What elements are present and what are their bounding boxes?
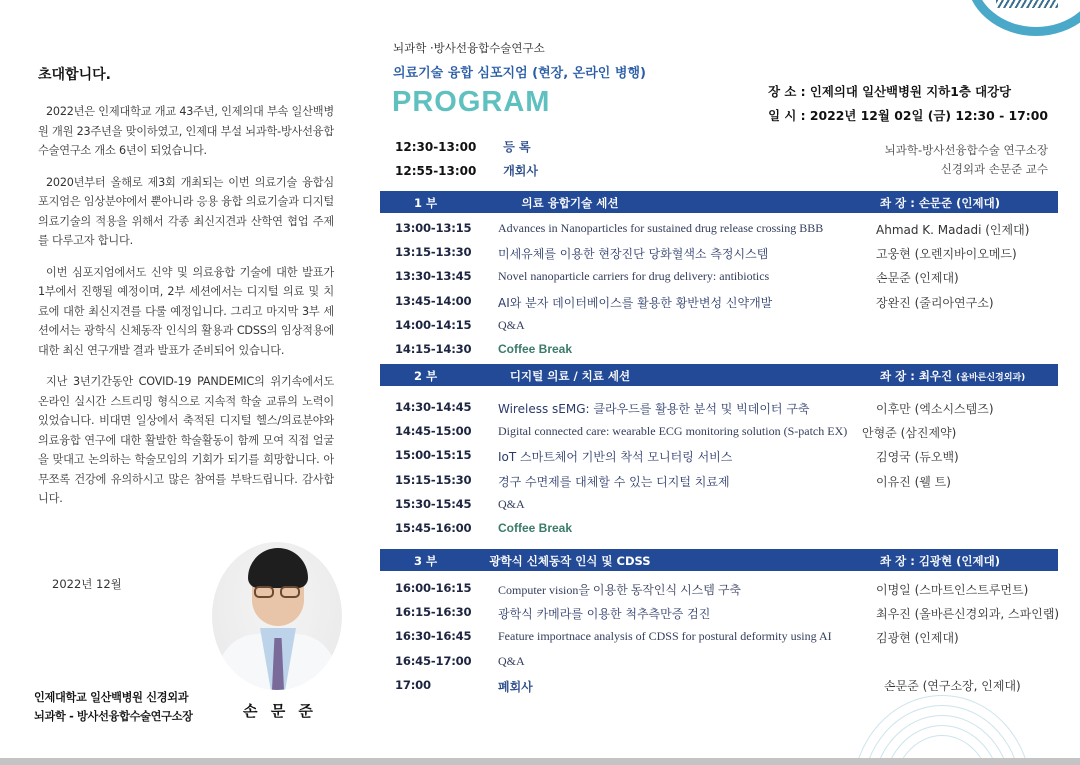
time: 16:30-16:45: [395, 629, 472, 644]
program-row: [395, 517, 1075, 541]
coffee-break: Coffee Break: [498, 520, 573, 535]
program-row: [395, 601, 1075, 625]
organization-name: 뇌과학 ·방사선융합수술연구소: [393, 41, 545, 55]
session-chair: 좌 장 : 최우진 (올바른신경외과): [880, 369, 1026, 383]
letter-paragraph: 지난 3년기간동안 COVID-19 PANDEMIC의 위기속에서도 온라인 실시간 스트리밍 형식으로 지속적 학술 교류의 노력이 있었습니다. 비대면 일상에서 축적된 디지털 헬스/의료분야와 의료융합 연구에 대한 활발한 학술활동이 함께 모여 직접 얼굴을 맞대고 논의하는 학술모임의 기회가 되기를 희망합니다. 아무쪼록 건강에 유의하시고 많은 참여를 부탁드립니다. 감사합니다.: [38, 375, 334, 505]
speaker: 장완진 (줄리아연구소): [876, 295, 994, 310]
time: 15:15-15:30: [395, 472, 472, 487]
program-row: [395, 314, 1075, 338]
event-info: [768, 80, 1048, 128]
program-heading: PROGRAM: [392, 86, 551, 118]
time: 17:00: [395, 677, 431, 692]
symposium-title: 의료기술 융합 심포지엄 (현장, 온라인 병행): [393, 66, 646, 81]
program-row: [395, 338, 1075, 362]
session-chair: 좌 장 : 김광현 (인제대): [880, 554, 1000, 568]
program-row: [395, 577, 1075, 601]
program-row: [395, 162, 538, 179]
time: 13:30-13:45: [395, 269, 472, 284]
program-row: [395, 444, 1075, 468]
speaker: 고웅현 (오렌지바이오메드): [876, 247, 1017, 262]
talk-title: Novel nanoparticle carriers for drug delivery: antibiotics: [498, 269, 770, 284]
talk-title: Digital connected care: wearable ECG monitoring solution (S-patch EX): [498, 424, 848, 439]
date-time: 일 시 : 2022년 12월 02일 (금) 12:30 - 17:00: [768, 108, 1048, 123]
session-chair: 좌 장 : 손문준 (인제대): [880, 196, 1000, 210]
talk-title: Q&A: [498, 496, 525, 511]
letter-title: 초대합니다.: [38, 67, 111, 83]
program-row: [395, 217, 1075, 241]
talk-title: Feature importnace analysis of CDSS for postural deformity using AI: [498, 629, 832, 644]
session-name: 디지털 의료 / 치료 세션: [509, 369, 631, 383]
session-header-1: [380, 191, 1058, 213]
letter-date: 2022년 12월: [52, 577, 122, 591]
bottom-border: [0, 758, 1080, 765]
letter-paragraph: 2020년부터 올해로 제3회 개최되는 이번 의료기술 융합심포지엄은 임상분야에서 뿐아니라 응용 융합 의료기술과 디지털 의료기술의 적용을 위해서 각종 최신지견과 산학연 협업 주제를 다루고자 합니다.: [38, 175, 334, 247]
speaker: 이명일 (스마트인스트루먼트): [876, 583, 1029, 597]
talk-title: Advances in Nanoparticles for sustained drug release crossing BBB: [498, 221, 824, 235]
program-row: [395, 420, 1075, 444]
program-row: [395, 138, 531, 155]
time: 12:30-13:00: [395, 140, 477, 154]
speaker: 이유진 (웰 트): [876, 474, 951, 489]
item-label: 등 록: [503, 140, 531, 154]
program-row: [395, 290, 1075, 314]
talk-title: AI와 분자 데이터베이스를 활용한 황반변성 신약개발: [498, 295, 773, 310]
decorative-arcs-icon: [852, 695, 1032, 765]
time: 15:45-16:00: [395, 520, 472, 535]
time: 14:00-14:15: [395, 317, 472, 332]
time: 16:45-17:00: [395, 653, 472, 668]
letter-paragraph: 이번 심포지엄에서도 신약 및 의료융합 기술에 대한 발표가 1부에서 진행될 예정이며, 2부 세션에서는 디지털 의료 및 치료에 대한 최신지견를 다룰 예정입니다. 그리고 마지막 3부 세션에서는 광학식 신체동작 인식의 활용과 CDSS의 임상적용에 대한 최신 연구개발 결과 발표가 준비되어 있습니다.: [38, 265, 334, 357]
speaker: Ahmad K. Madadi (인제대): [876, 223, 1030, 237]
speaker: 최우진 (올바른신경외과, 스파인랩): [876, 607, 1060, 622]
session-header-3: [380, 549, 1058, 571]
session-header-2: [380, 364, 1058, 386]
session-name: 의료 융합기술 세션: [521, 196, 619, 210]
closing-speaker: 손문준 (연구소장, 인제대): [884, 679, 1021, 693]
affiliation-line-1: 인제대학교 일산백병원 신경외과: [34, 691, 189, 704]
item-label: 개회사: [503, 164, 538, 178]
session-number: 1 부: [414, 196, 438, 210]
talk-title: 광학식 카메라를 이용한 척추측만증 검진: [498, 607, 711, 622]
session-2-rows: [395, 396, 1075, 541]
program-row: [395, 241, 1075, 265]
director-portrait-photo: [212, 542, 342, 690]
signature-affiliation: [34, 688, 193, 726]
program-row: [395, 650, 1075, 674]
talk-title: Q&A: [498, 317, 525, 332]
time: 15:30-15:45: [395, 496, 472, 511]
talk-title: IoT 스마트체어 기반의 착석 모니터링 서비스: [498, 450, 733, 465]
closing-remarks: 폐회사: [498, 679, 533, 694]
venue: 장 소 : 인제의대 일산백병원 지하1층 대강당: [768, 84, 1012, 99]
coffee-break: Coffee Break: [498, 341, 573, 356]
time: 12:55-13:00: [395, 164, 477, 178]
time: 16:15-16:30: [395, 605, 472, 620]
time: 14:30-14:45: [395, 400, 472, 414]
time: 13:15-13:30: [395, 245, 472, 260]
session-number: 3 부: [414, 554, 438, 568]
signature-name: 손 문 준: [243, 702, 317, 720]
talk-title: Wireless sEMG: 클라우드를 활용한 분석 및 빅데이터 구축: [498, 402, 810, 416]
session-1-rows: [395, 217, 1075, 362]
decorative-hatch-icon: [996, 0, 1058, 8]
time: 13:00-13:15: [395, 221, 472, 235]
talk-title: 경구 수면제를 대체할 수 있는 디지털 치료제: [498, 474, 730, 489]
talk-title: Q&A: [498, 653, 525, 668]
letter-paragraph: 2022년은 인제대학교 개교 43주년, 인제의대 부속 일산백병원 개원 23주년을 맞이하였고, 인제대 부설 뇌과학-방사선융합수술연구소 개소 6년이 되었습니다.: [38, 105, 334, 157]
program-row: [395, 625, 1075, 649]
affiliation-line-2: 뇌과학 - 방사선융합수술연구소장: [34, 710, 193, 723]
invitation-letter: [38, 64, 334, 521]
program-row: [395, 469, 1075, 493]
host-name: 신경외과 손문준 교수: [940, 162, 1048, 176]
time: 14:15-14:30: [395, 341, 472, 356]
program-row: [395, 265, 1075, 289]
time: 16:00-16:15: [395, 581, 472, 595]
program-row: [395, 396, 1075, 420]
program-row: [395, 493, 1075, 517]
time: 15:00-15:15: [395, 448, 472, 463]
speaker: 김영국 (듀오백): [876, 450, 959, 465]
time: 13:45-14:00: [395, 293, 472, 308]
session-number: 2 부: [414, 369, 438, 383]
speaker: 안형준 (삼진제약): [862, 426, 957, 441]
speaker: 손문준 (인제대): [876, 271, 959, 286]
session-name: 광학식 신체동작 인식 및 CDSS: [489, 554, 651, 568]
talk-title: Computer vision을 이용한 동작인식 시스템 구축: [498, 583, 742, 597]
speaker: 김광현 (인제대): [876, 631, 959, 646]
opening-speaker: [885, 141, 1048, 179]
talk-title: 미세유체를 이용한 현장진단 당화혈색소 측정시스템: [498, 247, 769, 262]
time: 14:45-15:00: [395, 424, 472, 439]
host-title: 뇌과학-방사선융합수술 연구소장: [884, 143, 1048, 157]
speaker: 이후만 (엑소시스템즈): [876, 402, 994, 416]
